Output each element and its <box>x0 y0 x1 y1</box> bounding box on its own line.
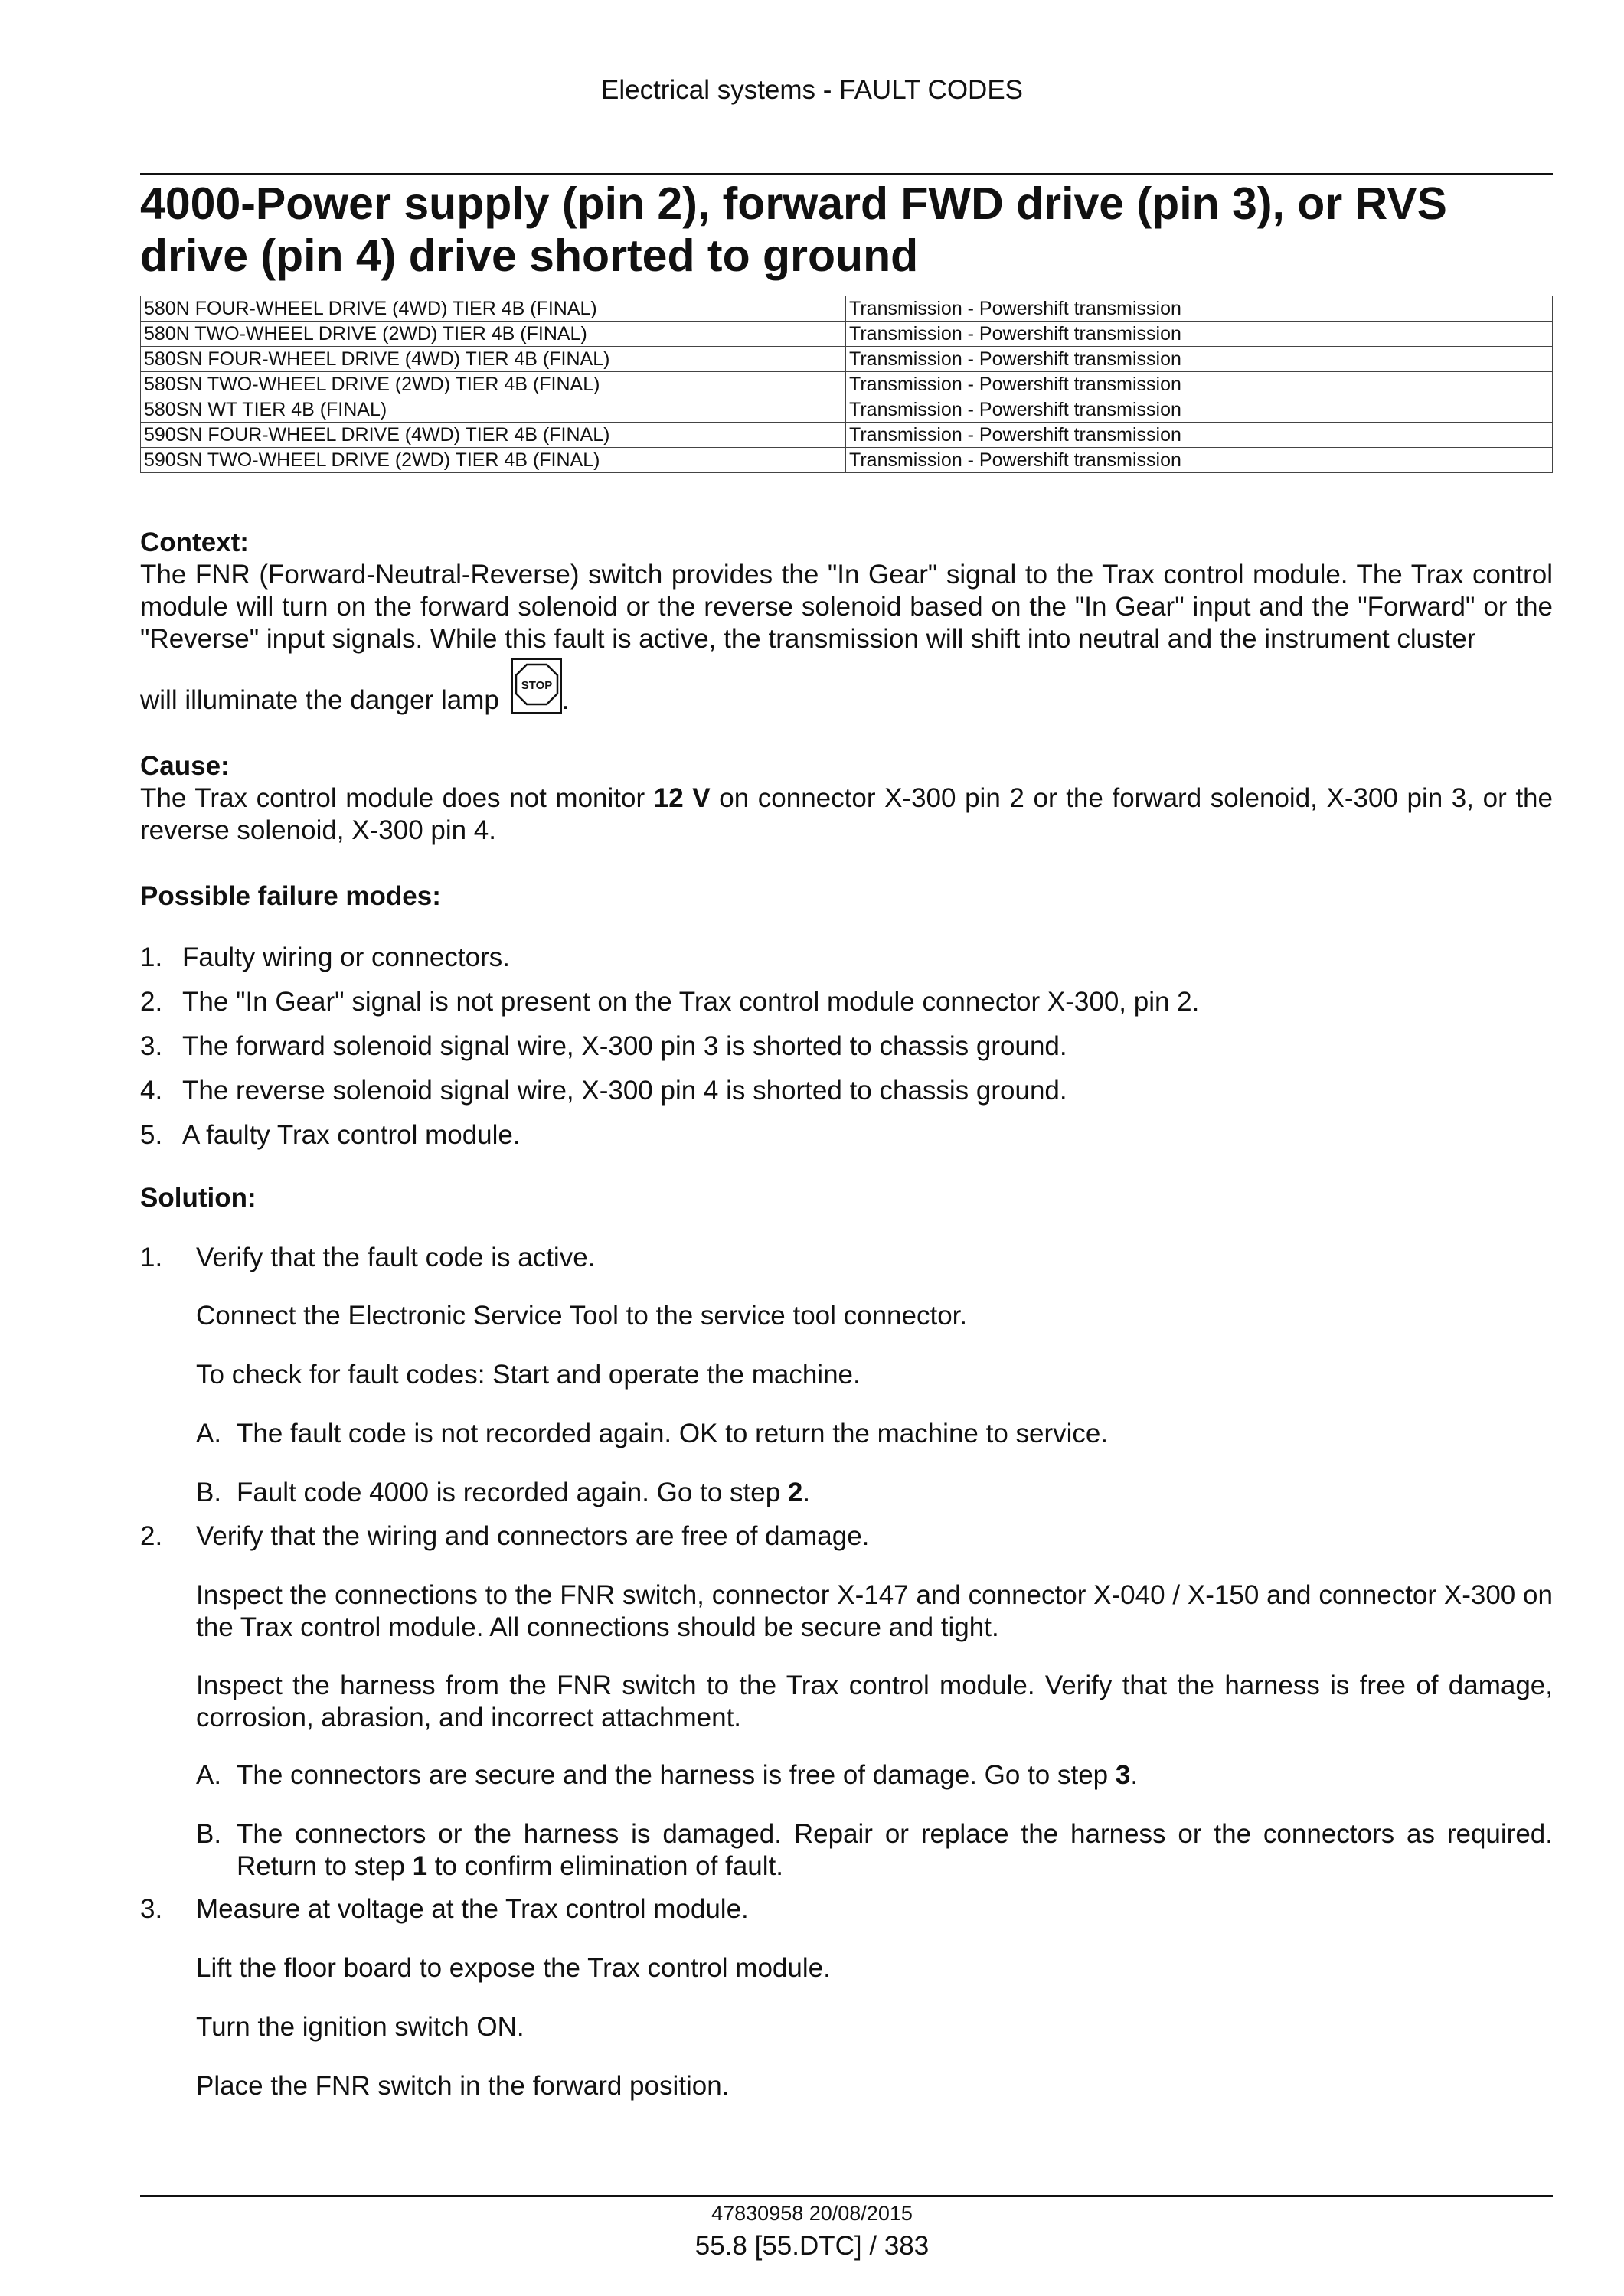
option-text <box>237 1759 1553 1791</box>
cause-text-before: The Trax control module does not monitor <box>140 783 654 813</box>
failure-mode-num: 2. <box>140 987 163 1017</box>
failure-mode-num: 1. <box>140 942 163 972</box>
model-cell: 580N TWO-WHEEL DRIVE (2WD) TIER 4B (FINAL) <box>141 322 846 347</box>
cause-voltage: 12 V <box>653 783 711 813</box>
option-text-main: The connectors are secure and the harness is free of damage. Go to step <box>237 1760 1116 1790</box>
context-lamp-text: will illuminate the danger lamp <box>140 685 499 715</box>
system-cell: Transmission - Powershift transmission <box>846 347 1553 372</box>
model-cell: 580SN TWO-WHEEL DRIVE (2WD) TIER 4B (FINAL) <box>141 372 846 397</box>
model-cell: 580SN WT TIER 4B (FINAL) <box>141 397 846 423</box>
system-cell: Transmission - Powershift transmission <box>846 448 1553 473</box>
step-number: 3. <box>140 1894 163 1924</box>
page-reference: 55.8 [55.DTC] / 383 <box>694 2231 930 2261</box>
option-letter: A. <box>196 1760 222 1790</box>
failure-mode-text: The forward solenoid signal wire, X-300 pin 3 is shorted to chassis ground. <box>182 1031 1067 1061</box>
step-text: Verify that the fault code is active. <box>196 1243 596 1272</box>
cause-text-after: on connector X-300 pin 2 or the forward solenoid, X-300 pin 3, or the reverse solenoid, X-300 pin 4. <box>140 783 1553 845</box>
option-text-main: The connectors or the harness is damaged. Repair or replace the harness or the connectors as required. Return to step <box>237 1819 1553 1881</box>
footer-rule <box>140 2195 1553 2197</box>
context-text: The FNR (Forward-Neutral-Reverse) switch provides the "In Gear" signal to the Trax control module. The Trax control module will turn on the forward solenoid or the reverse solenoid based on the "In Gear" input and the "Forward" or the "Reverse" input signals. While this fault is active, the transmission will shift into neutral and the instrument cluster <box>140 560 1553 654</box>
model-cell: 580N FOUR-WHEEL DRIVE (4WD) TIER 4B (FINAL) <box>141 296 846 322</box>
option-text-end: . <box>802 1478 811 1507</box>
stop-lamp-label: STOP <box>521 679 552 692</box>
system-cell: Transmission - Powershift transmission <box>846 372 1553 397</box>
failure-mode-num: 4. <box>140 1076 163 1106</box>
option-letter: B. <box>196 1819 222 1849</box>
option-letter: B. <box>196 1478 222 1507</box>
model-row <box>141 347 1553 372</box>
model-applicability-table <box>140 296 1553 473</box>
option-letter: A. <box>196 1419 222 1448</box>
step-2-para-1: Inspect the connections to the FNR switch, connector X-147 and connector X-040 / X-150 and connector X-300 on the Trax control module. All connections should be secure and tight. <box>196 1580 1553 1642</box>
failure-modes-heading-block <box>140 880 1553 913</box>
cause-text <box>140 782 1553 847</box>
option-text-end: to confirm elimination of fault. <box>427 1851 783 1881</box>
step-text: Measure at voltage at the Trax control module. <box>196 1894 749 1924</box>
system-cell: Transmission - Powershift transmission <box>846 423 1553 448</box>
failure-mode-text: The "In Gear" signal is not present on the Trax control module connector X-300, pin 2. <box>182 987 1200 1017</box>
document-id: 47830958 20/08/2015 <box>711 2202 913 2225</box>
running-header: Electrical systems - FAULT CODES <box>600 75 1024 105</box>
failure-modes-heading: Possible failure modes: <box>140 881 441 911</box>
context-lamp-line <box>140 658 1553 717</box>
model-row <box>141 397 1553 423</box>
step-text: Verify that the wiring and connectors are free of damage. <box>196 1521 870 1551</box>
option-step-ref: 2 <box>787 1478 803 1507</box>
stop-lamp-icon <box>511 658 562 714</box>
step-1-para-2: To check for fault codes: Start and operate the machine. <box>196 1360 861 1390</box>
context-lamp-end: . <box>561 685 570 715</box>
model-cell: 580SN FOUR-WHEEL DRIVE (4WD) TIER 4B (FINAL) <box>141 347 846 372</box>
failure-mode-num: 3. <box>140 1031 163 1061</box>
solution-heading: Solution: <box>140 1183 257 1213</box>
failure-mode-text: Faulty wiring or connectors. <box>182 942 510 972</box>
step-3-para-3: Place the FNR switch in the forward position. <box>196 2071 730 2101</box>
model-cell: 590SN FOUR-WHEEL DRIVE (4WD) TIER 4B (FINAL) <box>141 423 846 448</box>
step-3-para-1: Lift the floor board to expose the Trax control module. <box>196 1953 831 1983</box>
cause-heading: Cause: <box>140 751 230 781</box>
model-row <box>141 322 1553 347</box>
model-row <box>141 448 1553 473</box>
cause-section <box>140 750 1553 847</box>
option-text <box>237 1477 1553 1509</box>
fault-title: 4000-Power supply (pin 2), forward FWD drive (pin 3), or RVS drive (pin 4) drive shorted to ground <box>140 178 1447 281</box>
option-text <box>237 1818 1553 1883</box>
failure-mode-num: 5. <box>140 1120 163 1150</box>
header-rule <box>140 173 1553 175</box>
step-number: 2. <box>140 1521 163 1551</box>
option-step-ref: 3 <box>1115 1760 1131 1790</box>
option-step-ref: 1 <box>412 1851 428 1881</box>
solution-heading-block <box>140 1182 1553 1214</box>
option-text: The fault code is not recorded again. OK to return the machine to service. <box>237 1419 1109 1448</box>
failure-mode-text: The reverse solenoid signal wire, X-300 pin 4 is shorted to chassis ground. <box>182 1076 1067 1106</box>
system-cell: Transmission - Powershift transmission <box>846 322 1553 347</box>
step-2-para-2: Inspect the harness from the FNR switch to the Trax control module. Verify that the harness is free of damage, corrosion, abrasion, and incorrect attachment. <box>196 1671 1553 1733</box>
step-number: 1. <box>140 1243 163 1272</box>
model-row <box>141 372 1553 397</box>
failure-mode-text: A faulty Trax control module. <box>182 1120 521 1150</box>
model-row <box>141 423 1553 448</box>
system-cell: Transmission - Powershift transmission <box>846 296 1553 322</box>
model-row <box>141 296 1553 322</box>
option-text-main: Fault code 4000 is recorded again. Go to step <box>237 1478 788 1507</box>
step-1-para-1: Connect the Electronic Service Tool to the service tool connector. <box>196 1301 968 1331</box>
model-cell: 590SN TWO-WHEEL DRIVE (2WD) TIER 4B (FINAL) <box>141 448 846 473</box>
system-cell: Transmission - Powershift transmission <box>846 397 1553 423</box>
step-3-para-2: Turn the ignition switch ON. <box>196 2012 524 2042</box>
context-section <box>140 527 1553 717</box>
context-heading: Context: <box>140 527 249 557</box>
option-text-end: . <box>1130 1760 1139 1790</box>
